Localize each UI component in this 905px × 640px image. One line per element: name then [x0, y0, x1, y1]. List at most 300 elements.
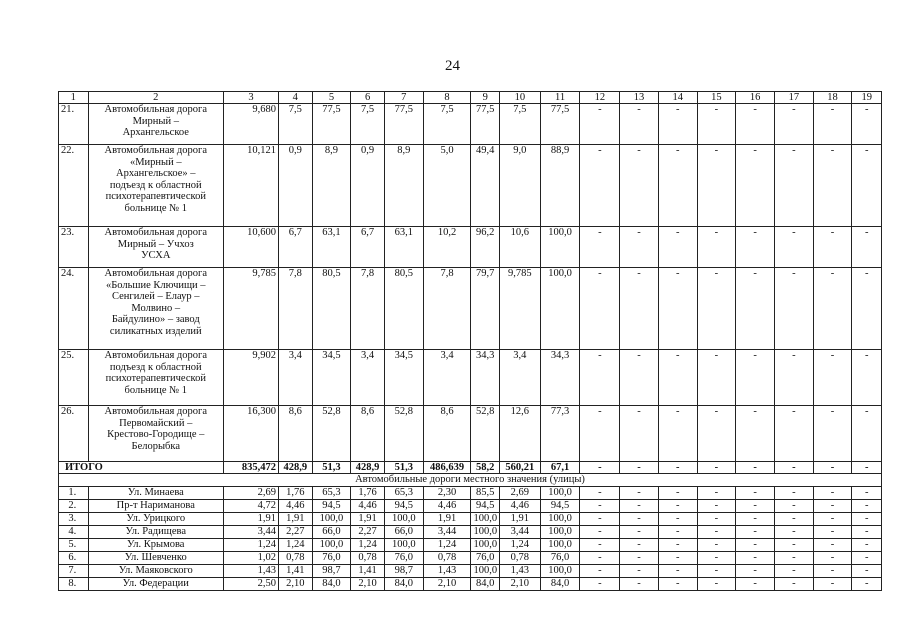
cell-value: 4,46	[351, 500, 385, 513]
road-name-line: УСХА	[141, 250, 171, 261]
road-name-line: Крестово-Городище –	[107, 429, 205, 440]
cell-dash: -	[620, 227, 659, 268]
cell-value: 4,46	[423, 500, 471, 513]
cell-value: 3,4	[351, 350, 385, 406]
cell-value: 94,5	[540, 500, 580, 513]
cell-dash: -	[852, 578, 882, 591]
cell-dash: -	[736, 350, 775, 406]
cell-value: 94,5	[471, 500, 500, 513]
road-name-line: больнице № 1	[124, 384, 188, 396]
cell-dash: -	[852, 104, 882, 145]
total-label: ИТОГО	[59, 462, 224, 474]
cell-dash: -	[813, 462, 852, 474]
cell-value: 79,7	[471, 268, 500, 350]
total-value: 58,2	[471, 462, 500, 474]
page-number: 24	[445, 58, 460, 74]
cell-value: 1,02	[224, 552, 279, 565]
column-header: 15	[697, 92, 736, 104]
cell-value: 94,5	[312, 500, 351, 513]
cell-dash: -	[852, 406, 882, 462]
column-header: 3	[224, 92, 279, 104]
table-row	[59, 406, 882, 462]
cell-value: 7,5	[279, 104, 313, 145]
cell-dash: -	[580, 268, 620, 350]
row-number: 2.	[59, 500, 89, 513]
cell-value: 52,8	[312, 406, 351, 462]
road-name-line: Автомобильная дорога	[104, 104, 207, 115]
cell-value: 2,69	[224, 487, 279, 500]
cell-value: 100,0	[540, 539, 580, 552]
cell-dash: -	[736, 227, 775, 268]
column-header: 17	[774, 92, 813, 104]
column-header: 6	[351, 92, 385, 104]
roads-table	[58, 91, 882, 591]
cell-value: 3,4	[423, 350, 471, 406]
cell-value: 0,9	[351, 145, 385, 227]
cell-value: 65,3	[312, 487, 351, 500]
cell-dash: -	[774, 578, 813, 591]
cell-dash: -	[580, 578, 620, 591]
cell-value: 2,10	[279, 578, 313, 591]
column-header: 13	[620, 92, 659, 104]
total-value: 486,639	[423, 462, 471, 474]
cell-dash: -	[813, 526, 852, 539]
cell-dash: -	[620, 565, 659, 578]
cell-value: 1,24	[423, 539, 471, 552]
road-name-line: «Большие Ключищи –	[105, 279, 206, 291]
cell-dash: -	[736, 552, 775, 565]
cell-dash: -	[774, 565, 813, 578]
cell-dash: -	[620, 462, 659, 474]
table-row	[59, 565, 882, 578]
total-row	[59, 462, 882, 474]
cell-value: 1,41	[279, 565, 313, 578]
cell-value: 2,10	[423, 578, 471, 591]
cell-dash: -	[774, 552, 813, 565]
cell-dash: -	[774, 526, 813, 539]
cell-dash: -	[697, 500, 736, 513]
cell-value: 2,10	[500, 578, 541, 591]
cell-dash: -	[658, 526, 697, 539]
cell-dash: -	[580, 539, 620, 552]
cell-dash: -	[736, 500, 775, 513]
road-name-line: психотерапевтической	[105, 373, 206, 384]
cell-dash: -	[658, 227, 697, 268]
cell-dash: -	[852, 145, 882, 227]
table-row	[59, 539, 882, 552]
cell-value: 94,5	[384, 500, 423, 513]
cell-value: 98,7	[312, 565, 351, 578]
cell-dash: -	[658, 487, 697, 500]
cell-value: 3,44	[500, 526, 541, 539]
cell-value: 65,3	[384, 487, 423, 500]
cell-dash: -	[813, 406, 852, 462]
cell-dash: -	[697, 539, 736, 552]
cell-value: 100,0	[471, 513, 500, 526]
cell-dash: -	[736, 145, 775, 227]
cell-value: 52,8	[384, 406, 423, 462]
cell-value: 96,2	[471, 227, 500, 268]
cell-dash: -	[813, 268, 852, 350]
cell-dash: -	[580, 513, 620, 526]
road-name-line: Автомобильная дорога	[104, 268, 207, 279]
column-header: 1	[59, 92, 89, 104]
cell-value: 4,72	[224, 500, 279, 513]
cell-value: 77,5	[384, 104, 423, 145]
cell-dash: -	[736, 513, 775, 526]
cell-dash: -	[736, 539, 775, 552]
street-name: Ул. Шевченко	[88, 552, 223, 565]
cell-dash: -	[813, 539, 852, 552]
cell-dash: -	[580, 104, 620, 145]
cell-value: 3,44	[224, 526, 279, 539]
table-row	[59, 145, 882, 227]
cell-value: 1,43	[423, 565, 471, 578]
cell-value: 76,0	[312, 552, 351, 565]
cell-value: 9,902	[224, 350, 279, 406]
cell-dash: -	[697, 145, 736, 227]
total-value: 51,3	[312, 462, 351, 474]
cell-dash: -	[658, 145, 697, 227]
cell-value: 10,6	[500, 227, 541, 268]
table-row	[59, 350, 882, 406]
cell-value: 1,91	[224, 513, 279, 526]
section-title: Автомобильные дороги местного значения (улицы)	[59, 474, 882, 487]
cell-value: 80,5	[384, 268, 423, 350]
row-number: 7.	[59, 565, 89, 578]
cell-value: 77,5	[540, 104, 580, 145]
cell-dash: -	[620, 539, 659, 552]
cell-value: 34,5	[384, 350, 423, 406]
cell-value: 1,76	[279, 487, 313, 500]
cell-value: 0,78	[351, 552, 385, 565]
column-header: 18	[813, 92, 852, 104]
cell-value: 8,6	[279, 406, 313, 462]
cell-value: 8,9	[312, 145, 351, 227]
cell-dash: -	[658, 462, 697, 474]
cell-value: 1,24	[351, 539, 385, 552]
cell-value: 49,4	[471, 145, 500, 227]
cell-dash: -	[620, 513, 659, 526]
cell-value: 76,0	[540, 552, 580, 565]
cell-value: 100,0	[471, 526, 500, 539]
column-header: 9	[471, 92, 500, 104]
street-name: Ул. Радищева	[88, 526, 223, 539]
road-name	[88, 268, 223, 350]
cell-value: 1,24	[500, 539, 541, 552]
cell-dash: -	[774, 227, 813, 268]
column-header: 16	[736, 92, 775, 104]
road-name	[88, 104, 223, 145]
road-name-line: Архангельское» –	[116, 168, 196, 179]
total-value: 51,3	[384, 462, 423, 474]
cell-dash: -	[774, 104, 813, 145]
cell-value: 1,43	[500, 565, 541, 578]
cell-dash: -	[813, 227, 852, 268]
road-name-line: Автомобильная дорога	[104, 406, 207, 417]
row-number: 3.	[59, 513, 89, 526]
cell-dash: -	[620, 268, 659, 350]
cell-dash: -	[658, 539, 697, 552]
table-row	[59, 500, 882, 513]
cell-value: 1,91	[500, 513, 541, 526]
cell-value: 52,8	[471, 406, 500, 462]
cell-dash: -	[813, 513, 852, 526]
cell-dash: -	[658, 350, 697, 406]
cell-value: 4,46	[500, 500, 541, 513]
cell-dash: -	[736, 104, 775, 145]
cell-value: 10,2	[423, 227, 471, 268]
street-name: Ул. Федерации	[88, 578, 223, 591]
cell-dash: -	[852, 500, 882, 513]
cell-dash: -	[658, 552, 697, 565]
cell-value: 0,78	[500, 552, 541, 565]
road-name-line: Автомобильная дорога	[104, 227, 207, 238]
cell-value: 4,46	[279, 500, 313, 513]
cell-dash: -	[774, 462, 813, 474]
cell-dash: -	[580, 227, 620, 268]
cell-value: 100,0	[540, 227, 580, 268]
cell-dash: -	[774, 268, 813, 350]
cell-dash: -	[620, 578, 659, 591]
cell-dash: -	[736, 462, 775, 474]
road-name-line: Мирный –	[132, 115, 179, 127]
total-value: 835,472	[224, 462, 279, 474]
road-name-line: силикатных изделий	[109, 325, 202, 337]
column-header: 14	[658, 92, 697, 104]
cell-value: 2,10	[351, 578, 385, 591]
cell-value: 34,5	[312, 350, 351, 406]
cell-value: 12,6	[500, 406, 541, 462]
road-name-line: Белорыбка	[131, 440, 180, 452]
road-name-line: Архангельское	[122, 127, 189, 138]
section-header-row	[59, 474, 882, 487]
cell-value: 88,9	[540, 145, 580, 227]
cell-dash: -	[697, 104, 736, 145]
cell-value: 2,27	[351, 526, 385, 539]
cell-dash: -	[852, 526, 882, 539]
row-number: 26.	[59, 406, 89, 462]
column-header: 5	[312, 92, 351, 104]
cell-dash: -	[697, 462, 736, 474]
table-row	[59, 268, 882, 350]
cell-value: 77,5	[471, 104, 500, 145]
cell-dash: -	[852, 487, 882, 500]
cell-value: 66,0	[312, 526, 351, 539]
cell-value: 7,8	[279, 268, 313, 350]
cell-dash: -	[774, 145, 813, 227]
cell-dash: -	[697, 268, 736, 350]
cell-dash: -	[852, 227, 882, 268]
cell-dash: -	[620, 350, 659, 406]
road-name-line: Байдулино» – завод	[111, 314, 200, 325]
cell-dash: -	[774, 539, 813, 552]
cell-value: 100,0	[540, 487, 580, 500]
cell-dash: -	[736, 565, 775, 578]
column-header: 2	[88, 92, 223, 104]
row-number: 25.	[59, 350, 89, 406]
cell-dash: -	[697, 565, 736, 578]
table-body	[59, 92, 882, 591]
street-name: Ул. Урицкого	[88, 513, 223, 526]
cell-value: 100,0	[540, 268, 580, 350]
cell-dash: -	[813, 552, 852, 565]
cell-value: 2,30	[423, 487, 471, 500]
cell-value: 77,5	[312, 104, 351, 145]
cell-dash: -	[852, 462, 882, 474]
road-name-line: Первомайский –	[119, 417, 193, 429]
column-header: 7	[384, 92, 423, 104]
cell-dash: -	[658, 104, 697, 145]
cell-dash: -	[774, 500, 813, 513]
road-name-line: Автомобильная дорога	[104, 145, 207, 156]
cell-dash: -	[852, 513, 882, 526]
table-row	[59, 487, 882, 500]
cell-dash: -	[697, 513, 736, 526]
cell-value: 1,91	[279, 513, 313, 526]
cell-dash: -	[852, 350, 882, 406]
cell-value: 76,0	[471, 552, 500, 565]
cell-dash: -	[697, 406, 736, 462]
cell-value: 10,600	[224, 227, 279, 268]
cell-dash: -	[813, 487, 852, 500]
row-number: 21.	[59, 104, 89, 145]
cell-value: 8,6	[351, 406, 385, 462]
header-row	[59, 92, 882, 104]
cell-value: 34,3	[471, 350, 500, 406]
cell-dash: -	[580, 406, 620, 462]
cell-dash: -	[658, 578, 697, 591]
cell-dash: -	[620, 552, 659, 565]
cell-dash: -	[620, 406, 659, 462]
cell-value: 8,6	[423, 406, 471, 462]
road-name-line: психотерапевтической	[105, 191, 206, 202]
cell-value: 1,91	[423, 513, 471, 526]
table-row	[59, 578, 882, 591]
cell-dash: -	[697, 526, 736, 539]
column-header: 4	[279, 92, 313, 104]
cell-value: 1,91	[351, 513, 385, 526]
cell-value: 100,0	[384, 513, 423, 526]
cell-dash: -	[736, 578, 775, 591]
total-value: 67,1	[540, 462, 580, 474]
cell-value: 100,0	[384, 539, 423, 552]
road-name-line: больнице № 1	[124, 202, 188, 214]
cell-value: 6,7	[279, 227, 313, 268]
column-header: 8	[423, 92, 471, 104]
cell-value: 76,0	[384, 552, 423, 565]
cell-value: 100,0	[471, 539, 500, 552]
cell-value: 1,76	[351, 487, 385, 500]
road-name	[88, 227, 223, 268]
cell-dash: -	[852, 539, 882, 552]
cell-dash: -	[620, 487, 659, 500]
column-header: 10	[500, 92, 541, 104]
road-name-line: Автомобильная дорога	[104, 350, 207, 361]
row-number: 6.	[59, 552, 89, 565]
cell-value: 9,785	[500, 268, 541, 350]
cell-dash: -	[658, 406, 697, 462]
cell-dash: -	[697, 578, 736, 591]
road-name-line: подъезд к областной	[109, 179, 202, 191]
cell-dash: -	[620, 500, 659, 513]
cell-dash: -	[580, 145, 620, 227]
cell-dash: -	[580, 487, 620, 500]
street-name: Пр-т Нариманова	[88, 500, 223, 513]
cell-value: 80,5	[312, 268, 351, 350]
cell-dash: -	[852, 565, 882, 578]
cell-value: 100,0	[471, 565, 500, 578]
cell-dash: -	[580, 350, 620, 406]
row-number: 24.	[59, 268, 89, 350]
cell-value: 2,27	[279, 526, 313, 539]
cell-value: 3,44	[423, 526, 471, 539]
cell-dash: -	[697, 552, 736, 565]
street-name: Ул. Крымова	[88, 539, 223, 552]
cell-value: 1,43	[224, 565, 279, 578]
cell-dash: -	[813, 350, 852, 406]
cell-dash: -	[580, 552, 620, 565]
cell-value: 8,9	[384, 145, 423, 227]
column-header: 12	[580, 92, 620, 104]
street-name: Ул. Маяковского	[88, 565, 223, 578]
total-value: 560,21	[500, 462, 541, 474]
cell-value: 3,4	[279, 350, 313, 406]
total-value: 428,9	[279, 462, 313, 474]
road-name-line: Сенгилей – Елаур –	[112, 291, 200, 302]
cell-value: 7,8	[351, 268, 385, 350]
row-number: 4.	[59, 526, 89, 539]
road-name-line: Мирный – Учхоз	[117, 238, 194, 250]
cell-value: 98,7	[384, 565, 423, 578]
cell-dash: -	[697, 487, 736, 500]
cell-dash: -	[813, 104, 852, 145]
road-name-line: «Мирный –	[129, 156, 182, 168]
road-name-line: подъезд к областной	[109, 361, 202, 373]
cell-value: 100,0	[312, 513, 351, 526]
cell-dash: -	[813, 565, 852, 578]
cell-value: 100,0	[540, 513, 580, 526]
cell-dash: -	[852, 268, 882, 350]
cell-value: 7,5	[351, 104, 385, 145]
road-name	[88, 350, 223, 406]
cell-dash: -	[580, 565, 620, 578]
cell-value: 9,680	[224, 104, 279, 145]
cell-dash: -	[580, 526, 620, 539]
cell-value: 84,0	[540, 578, 580, 591]
cell-dash: -	[774, 350, 813, 406]
cell-value: 63,1	[384, 227, 423, 268]
road-name	[88, 406, 223, 462]
cell-value: 0,78	[279, 552, 313, 565]
cell-dash: -	[658, 565, 697, 578]
cell-dash: -	[697, 227, 736, 268]
cell-value: 10,121	[224, 145, 279, 227]
cell-dash: -	[620, 526, 659, 539]
table-row	[59, 513, 882, 526]
cell-dash: -	[620, 145, 659, 227]
cell-dash: -	[580, 500, 620, 513]
cell-dash: -	[658, 500, 697, 513]
cell-dash: -	[736, 526, 775, 539]
road-name	[88, 145, 223, 227]
cell-value: 0,78	[423, 552, 471, 565]
cell-dash: -	[736, 487, 775, 500]
table-row	[59, 526, 882, 539]
cell-dash: -	[852, 552, 882, 565]
row-number: 5.	[59, 539, 89, 552]
cell-value: 77,3	[540, 406, 580, 462]
